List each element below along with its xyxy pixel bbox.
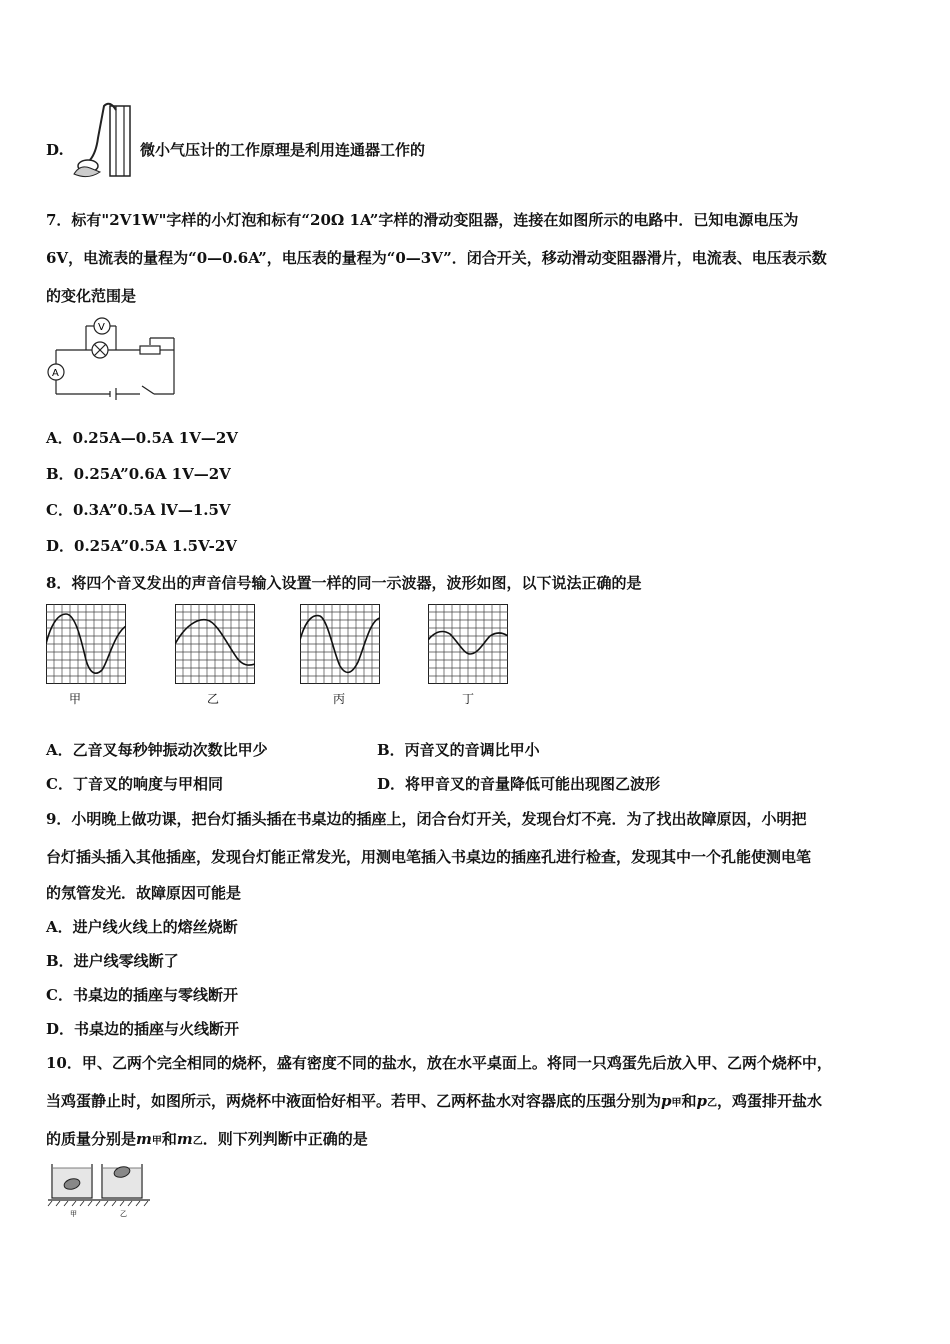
beaker-label-jia: 甲 [70, 1210, 77, 1218]
q7-option-a[interactable]: A．0.25A—0.5A 1V—2V [46, 429, 238, 447]
q8-option-b[interactable]: B．丙音叉的音调比甲小 [377, 741, 540, 759]
q6-option-d-letter: D. [46, 141, 64, 159]
waveform-jia [46, 604, 126, 684]
q8-option-d[interactable]: D．将甲音叉的音量降低可能出现图乙波形 [377, 775, 661, 793]
waveform-bing [300, 604, 380, 684]
q7-option-b[interactable]: B．0.25A”0.6A 1V—2V [46, 465, 231, 483]
q9-option-d[interactable]: D．书桌边的插座与火线断开 [46, 1020, 240, 1038]
q9-option-a[interactable]: A．进户线火线上的熔丝烧断 [46, 918, 238, 936]
waveform-yi [175, 604, 255, 684]
waveform-ding [428, 604, 508, 684]
beaker-label-yi: 乙 [120, 1210, 127, 1218]
q7-stem-line-1: 7．标有"2V1W"字样的小灯泡和标有“20Ω 1A”字样的滑动变阻器，连接在如图所示的电路中．已知电源电压为 [46, 211, 799, 229]
q10-stem-line-1: 10．甲、乙两个完全相同的烧杯，盛有密度不同的盐水，放在水平桌面上。将同一只鸡蛋先后放入甲、乙两个烧杯中， [46, 1054, 832, 1072]
wave-label-yi: 乙 [207, 692, 220, 706]
q7-circuit-diagram [46, 316, 180, 400]
q7-option-c[interactable]: C．0.3A”0.5A lV—1.5V [46, 501, 231, 519]
wave-label-bing: 丙 [333, 692, 346, 706]
q9-option-b[interactable]: B．进户线零线断了 [46, 952, 179, 970]
q8-option-c[interactable]: C．丁音叉的响度与甲相同 [46, 775, 223, 793]
voltmeter-label: V [98, 322, 105, 333]
manometer-figure [70, 98, 140, 182]
q8-stem: 8．将四个音叉发出的声音信号输入设置一样的同一示波器，波形如图，以下说法正确的是 [46, 574, 642, 592]
q9-stem-line-3: 的氖管发光．故障原因可能是 [46, 884, 242, 902]
q7-option-d[interactable]: D．0.25A”0.5A 1.5V-2V [46, 537, 237, 555]
beakers-figure [46, 1160, 152, 1218]
q7-stem-line-3: 的变化范围是 [46, 287, 137, 305]
q9-stem-line-2: 台灯插头插入其他插座，发现台灯能正常发光，用测电笔插入书桌边的插座孔进行检查，发现其中一个孔能使测电笔 [46, 848, 812, 866]
q8-option-a[interactable]: A．乙音叉每秒钟振动次数比甲少 [46, 741, 268, 759]
q9-stem-line-1: 9．小明晚上做功课，把台灯插头插在书桌边的插座上，闭合台灯开关，发现台灯不亮．为了找出故障原因，小明把 [46, 810, 807, 828]
ammeter-label: A [52, 368, 59, 379]
q10-stem-line-2: 当鸡蛋静止时，如图所示，两烧杯中液面恰好相平。若甲、乙两杯盐水对容器底的压强分别为p甲和p乙，鸡蛋排开盐水 [46, 1092, 823, 1110]
q7-stem-line-2: 6V，电流表的量程为“0—0.6A”，电压表的量程为“0—3V”．闭合开关，移动滑动变阻器滑片，电流表、电压表示数 [46, 249, 827, 267]
wave-label-ding: 丁 [462, 692, 475, 706]
q6-option-d-text: 微小气压计的工作原理是利用连通器工作的 [140, 141, 426, 159]
q10-stem-line-3: 的质量分别是m甲和m乙．则下列判断中正确的是 [46, 1130, 368, 1148]
wave-label-jia: 甲 [69, 692, 82, 706]
q9-option-c[interactable]: C．书桌边的插座与零线断开 [46, 986, 238, 1004]
